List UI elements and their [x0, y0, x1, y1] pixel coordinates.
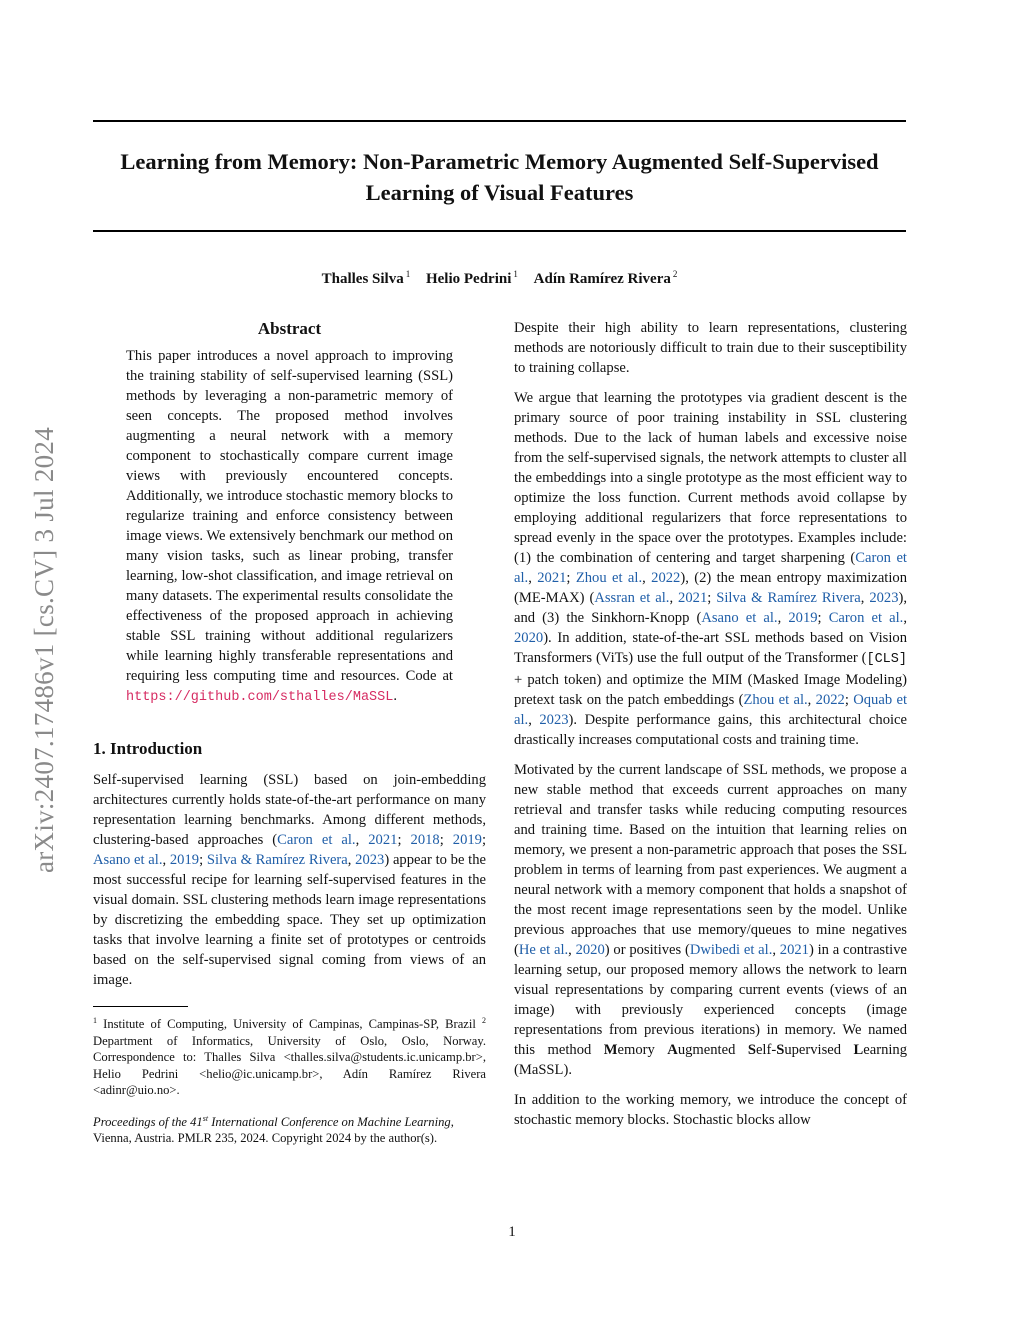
citation-link[interactable]: Assran et al. — [594, 590, 670, 606]
citation-link[interactable]: Asano et al. — [701, 610, 778, 626]
body-paragraph: Motivated by the current landscape of SSL methods, we propose a new stable method that exceeds current approaches on many retrieval and transfer tasks while reducing computing resources and training time. Based on the intuition that learning relies on memory, we present a non-parametric approach that poses the SSL problem in terms of learning from past experiences. We augment a neural network with a memory component that holds a snapshot of the most recent image representations seen by the model. Unlike previous approaches that use memory/queues to mine negatives (He et al., 2020) or positives (Dwibedi et al., 2021) in a contrastive learning setup, our proposed memory allows the network to learn visual representations by comparing current events (views of an image) with previously experienced concepts (image representations from previous iterations) in memory. We named this method Memory Augmented Self-Supervised Learning (MaSSL). — [514, 762, 908, 1078]
body-paragraph: In addition to the working memory, we introduce the concept of stochastic memory blocks. Stochastic blocks allow — [514, 1092, 907, 1128]
body-paragraph: Despite their high ability to learn representations, clustering methods are notoriously difficult to train due to their susceptibility to training collapse. — [514, 320, 907, 376]
footnote-rule — [93, 1006, 188, 1007]
citation-link[interactable]: 2019 — [452, 832, 482, 848]
right-column — [514, 318, 907, 1130]
intro-paragraph: Self-supervised learning (SSL) based on join-embedding architectures currently holds state-of-the-art performance on many representation learning benchmarks. Among different methods, clustering-based approaches (Caron et al., 2021; 2018; 2019; Asano et al., 2019; Silva & Ramírez Rivera, 2023) appear to be the most successful recipe for learning self-supervised features in the visual domain. SSL clustering methods learn image representations by discretizing the embedding space. They set up optimization tasks that involve learning a finite set of prototypes or centroids based on the self-supervised signal coming from views of an image. — [93, 772, 487, 988]
citation-link[interactable]: 2019 — [788, 610, 818, 626]
title-rule-top — [93, 120, 906, 122]
abstract-heading: Abstract — [257, 319, 322, 338]
citation-link[interactable]: 2021 — [537, 570, 567, 586]
arxiv-identifier-stamp: arXiv:2407.17486v1 [cs.CV] 3 Jul 2024 — [29, 426, 59, 874]
body-paragraph: We argue that learning the prototypes via gradient descent is the primary source of poor training instability in SSL clustering methods. Due to the lack of human labels and excessive noise from the self-supervised signals, the network attempts to cluster all the embeddings into a single prototype as the most efficient way to optimize the loss function. Current methods avoid collapse by employing additional regularizers that force representations to spread evenly in the space over the prototypes. Examples include: (1) the combination of centering and target sharpening (Caron et al., 2021; Zhou et al., 2022), (2) the mean entropy maximization (ME-MAX) (Assran et al., 2021; Silva & Ramírez Rivera, 2023), and (3) the Sinkhorn-Knopp (Asano et al., 2019; Caron et al., 2020). In addition, state-of-the-art SSL methods based on Vision Transformers (ViTs) use the full output of the Transformer ([CLS] + patch token) and optimize the MIM (Masked Image Modeling) pretext task on the patch embeddings (Zhou et al., 2022; Oquab et al., 2023). Despite performance gains, this architectural choice drastically increases computational costs and training time. — [514, 390, 908, 748]
author: Thalles Silva $^1$ — [321, 269, 411, 287]
citation-link[interactable]: 2022 — [815, 692, 845, 708]
citation-link[interactable]: 2021 — [368, 832, 398, 848]
cls-token: [CLS] — [866, 652, 907, 667]
citation-link[interactable]: Caron et al. — [277, 832, 356, 848]
code-link[interactable]: https://github.com/sthalles/MaSSL — [126, 690, 394, 705]
author-list — [93, 264, 906, 289]
abstract-body: This paper introduces a novel approach to improving the training stability of self-supervised learning (SSL) methods by leveraging a non-parametric memory of seen concepts. The proposed method involves augmenting a neural network with a memory component to stochastically compare current image views with previously encountered concepts. Additionally, we introduce stochastic memory blocks to regularize training and enforce consistency between image views. We extensively benchmark our method on many vision tasks, such as linear probing, transfer learning, low-shot classification, and image retrieval on many datasets. The experimental results consolidate the effectiveness of the proposed approach in achieving stable SSL training without additional regularizers while learning highly transferable representations and requiring less computing time and resources. Code at https://github.com/sthalles/MaSSL. — [126, 348, 453, 705]
paper-title: Learning from Memory: Non-Parametric Memory Augmented Self-Supervised Learning of Visual Features — [120, 149, 879, 205]
left-column — [93, 318, 486, 1147]
citation-link[interactable]: 2021 — [678, 590, 708, 606]
citation-link[interactable]: Oquab et al. — [514, 692, 907, 728]
citation-link[interactable]: Zhou et al. — [743, 692, 808, 708]
proceedings-note: Proceedings of the 41st International Conference on Machine Learning, Vienna, Austria. PMLR 235, 2024. Copyright 2024 by the author(s). — [93, 1113, 454, 1146]
citation-link[interactable]: 2022 — [651, 570, 681, 586]
citation-link[interactable]: Silva & Ramírez Rivera — [206, 852, 348, 868]
citation-link[interactable]: Caron et al. — [828, 610, 904, 626]
section-heading-introduction: 1. Introduction — [93, 739, 203, 758]
page-number: 1 — [508, 1224, 516, 1240]
citation-link[interactable]: Zhou et al. — [575, 570, 643, 586]
citation-link[interactable]: 2020 — [514, 630, 544, 646]
author: Helio Pedrini $^1$ — [425, 269, 518, 287]
author: Adín Ramírez Rivera $^2$ — [533, 269, 678, 287]
title-rule-bottom — [93, 230, 906, 232]
citation-link[interactable]: Silva & Ramírez Rivera — [716, 590, 861, 606]
citation-link[interactable]: 2023 — [869, 590, 899, 606]
citation-link[interactable]: Caron et al. — [514, 550, 907, 586]
citation-link[interactable]: Dwibedi et al. — [689, 942, 773, 958]
citation-link[interactable]: 2023 — [355, 852, 385, 868]
citation-link[interactable]: 2020 — [575, 942, 605, 958]
affiliation-footnote: $^1$ Institute of Computing, University of Campinas, Campinas-SP, Brazil $^2$ Department of Informatics, University of Oslo, Oslo, Norway. Correspondence to: Thalles Silva <thalles.silva@students.ic.unicamp.br>, Helio Pedrini <helio@ic.unicamp.br>, Adín Ramírez Rivera <adinr@uio.no>. — [93, 1016, 486, 1098]
citation-link[interactable]: He et al. — [518, 942, 569, 958]
citation-link[interactable]: 2021 — [779, 942, 809, 958]
citation-link[interactable]: 2018 — [410, 832, 440, 848]
citation-link[interactable]: Asano et al. — [93, 852, 163, 868]
citation-link[interactable]: 2023 — [539, 712, 569, 728]
citation-link[interactable]: 2019 — [169, 852, 200, 868]
